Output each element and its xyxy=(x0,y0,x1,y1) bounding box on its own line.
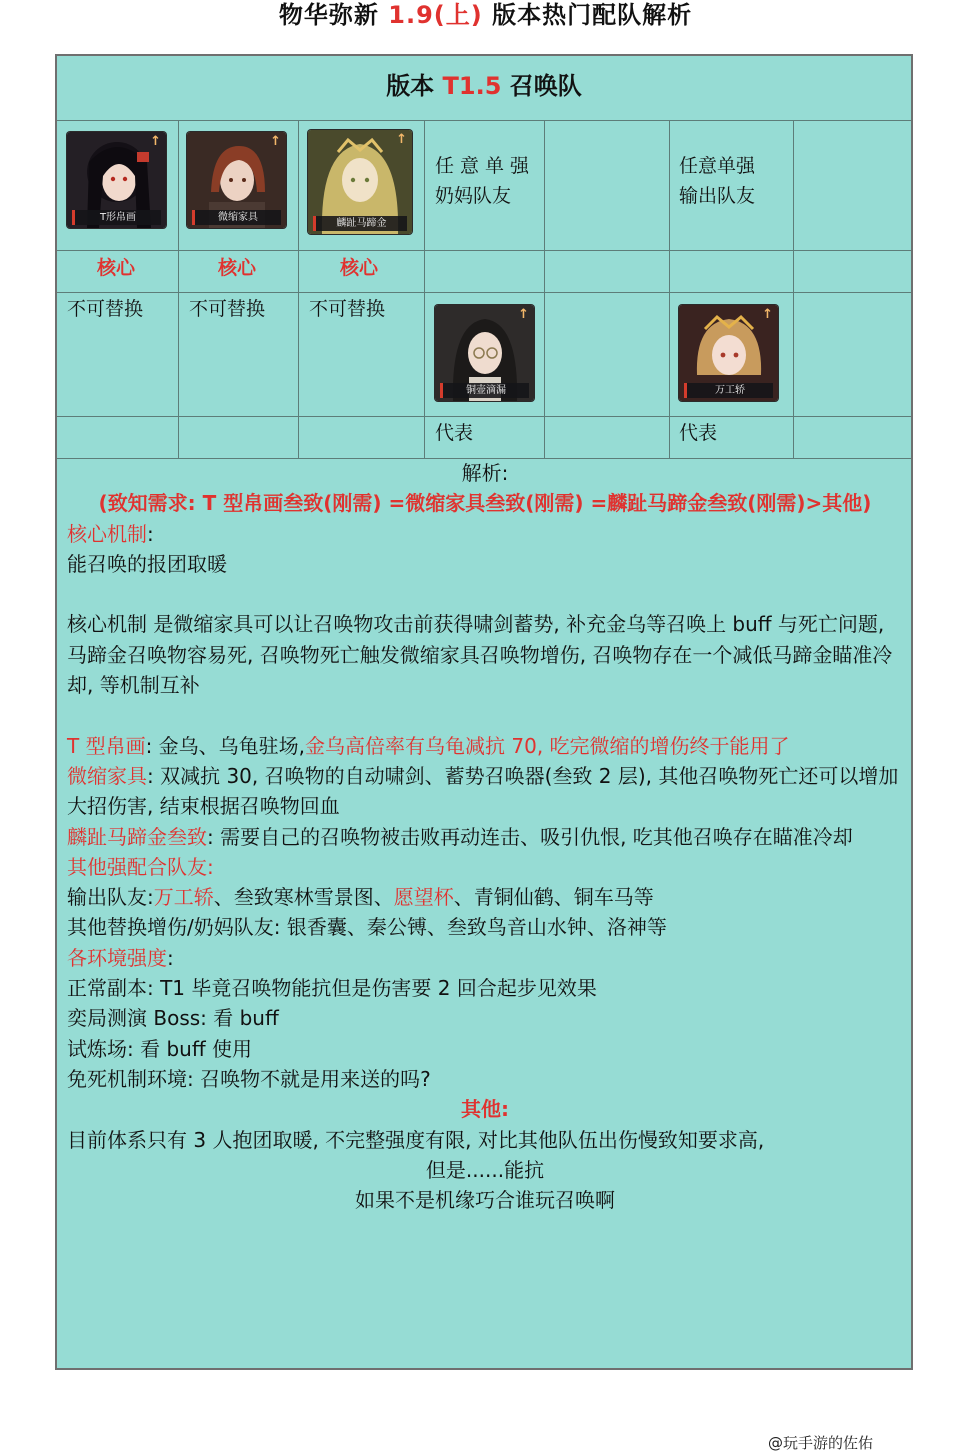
core-mechanism-title xyxy=(67,519,903,549)
character-name: 铜壶滴漏 xyxy=(440,383,529,398)
mechanism-detail: 核心机制 是微缩家具可以让召唤物攻击前获得啸剑蓄势, 补充金乌等召唤上 buff 与死亡问题, 马蹄金召唤物容易死, 召唤物死亡触发微缩家具召唤物增伤, 召唤物存在一个减低马蹄金瞄准冷却, 等机制互补 xyxy=(67,612,893,698)
environment-label: 各环境强度 xyxy=(67,945,167,970)
grid-line xyxy=(424,120,425,458)
portrait-linzhi-matijin-icon xyxy=(308,130,412,234)
representative-label: 代表 xyxy=(435,422,474,444)
team-panel xyxy=(55,54,913,1370)
team-title-suffix: 召唤队 xyxy=(501,72,582,100)
flex-slot-dps-line2: 输出队友 xyxy=(679,185,756,207)
colon: : xyxy=(167,945,174,970)
t-bohua-text: : 金乌、乌龟驻场, xyxy=(145,733,306,758)
grid-line xyxy=(178,120,179,458)
weisuo-text: : 双减抗 30, 召唤物的自动啸剑、蓄势召唤器(叁致 2 层), 其他召唤物死亡还可以增加大招伤害, 结束根据召唤物回血 xyxy=(67,763,899,819)
grid-line xyxy=(544,120,545,458)
core-mechanism-label: 核心机制 xyxy=(67,521,147,546)
analysis-section xyxy=(67,458,903,1215)
colon: : xyxy=(147,521,154,546)
t-bohua-analysis xyxy=(67,731,903,761)
member-role: 核心 xyxy=(218,257,257,279)
character-name: 万工轿 xyxy=(684,383,773,398)
weisuo-label: 微缩家具 xyxy=(67,763,147,788)
environment-line: 免死机制环境: 召唤物不就是用来送的吗? xyxy=(67,1066,431,1091)
flex-slot-healer-line2: 奶妈队友 xyxy=(435,185,512,207)
environment-line: 试炼场: 看 buff 使用 xyxy=(67,1036,252,1061)
grid-line xyxy=(57,250,911,251)
environment-line: 正常副本: T1 毕竟召唤物能抗但是伤害要 2 回合起步见效果 xyxy=(67,976,597,1001)
linzhi-analysis xyxy=(67,822,903,852)
dps-prefix: 输出队友: xyxy=(67,885,154,910)
character-name: T形帛画 xyxy=(72,210,161,225)
other-line: 目前体系只有 3 人抱团取暖, 不完整强度有限, 对比其他队伍出伤慢致知要求高, xyxy=(67,1127,765,1152)
representative-label: 代表 xyxy=(679,422,718,444)
flex-slot-healer-line1: 任意单强 xyxy=(435,155,536,177)
dps-suffix: 、青铜仙鹤、铜车马等 xyxy=(453,885,654,910)
title-suffix: 版本热门配队解析 xyxy=(482,1,693,29)
upgrade-arrow-icon: ↑ xyxy=(150,134,161,149)
upgrade-arrow-icon: ↑ xyxy=(762,307,773,322)
other-teammates-label: 其他强配合队友: xyxy=(67,854,214,879)
support-teammates: 其他替换增伤/奶妈队友: 银香囊、秦公镈、叁致鸟音山水钟、洛神等 xyxy=(67,915,667,940)
upgrade-arrow-icon: ↑ xyxy=(396,132,407,147)
other-line: 如果不是机缘巧合谁玩召唤啊 xyxy=(355,1188,615,1213)
page-title xyxy=(0,0,971,30)
linzhi-label: 麟趾马蹄金叁致 xyxy=(67,824,207,849)
environment-line: 奕局测演 Boss: 看 buff xyxy=(67,1006,279,1031)
grid-line xyxy=(793,120,794,458)
character-name: 微缩家具 xyxy=(192,210,281,225)
analysis-heading: 解析: xyxy=(461,461,509,485)
dps-mid: 、叁致寒林雪景图、 xyxy=(213,885,394,910)
t-bohua-label: T 型帛画 xyxy=(67,733,146,758)
linzhi-text: : 需要自己的召唤物被击败再动连击、吸引仇恨, 吃其他召唤存在瞄准冷却 xyxy=(207,824,853,849)
other-line: 但是......能抗 xyxy=(425,1157,545,1182)
grid-line xyxy=(57,416,911,417)
portrait-t-bohua-icon xyxy=(67,132,166,228)
title-version: 1.9(上) xyxy=(388,1,483,29)
grid-line xyxy=(298,120,299,458)
team-tier: T1.5 xyxy=(442,72,502,100)
other-heading: 其他: xyxy=(461,1097,509,1122)
character-name: 麟趾马蹄金 xyxy=(313,216,407,231)
portrait-tonghu-dilou-icon xyxy=(435,305,534,401)
member-note: 不可替换 xyxy=(67,298,144,320)
grid-line xyxy=(57,120,911,121)
team-title xyxy=(57,56,911,120)
upgrade-arrow-icon: ↑ xyxy=(518,307,529,322)
watermark: @玩手游的佐佑 xyxy=(767,1434,873,1452)
t-bohua-highlight: 金乌高倍率有乌龟减抗 70, 吃完微缩的增伤终于能用了 xyxy=(305,733,790,758)
member-note: 不可替换 xyxy=(189,298,266,320)
dps-highlight-2: 愿望杯 xyxy=(393,885,454,910)
environment-title xyxy=(67,943,903,973)
flex-slot-dps-line1: 任意单强 xyxy=(679,155,756,177)
member-role: 核心 xyxy=(97,257,136,279)
upgrade-arrow-icon: ↑ xyxy=(270,134,281,149)
dps-teammates xyxy=(67,882,903,912)
grid-line xyxy=(57,292,911,293)
title-prefix: 物华弥新 xyxy=(278,1,389,29)
member-note: 不可替换 xyxy=(309,298,386,320)
grid-line xyxy=(669,120,670,458)
core-mechanism-text: 能召唤的报团取暖 xyxy=(67,551,227,576)
member-role: 核心 xyxy=(340,257,379,279)
portrait-weisuo-jiaju-icon xyxy=(187,132,286,228)
requirement-text: (致知需求: T 型帛画叁致(刚需) =微缩家具叁致(刚需) =麟趾马蹄金叁致(刚需)>其他) xyxy=(98,491,872,516)
dps-highlight-1: 万工轿 xyxy=(153,885,214,910)
team-title-prefix: 版本 xyxy=(386,72,443,100)
weisuo-analysis xyxy=(67,761,903,822)
portrait-wangong-jiao-icon xyxy=(679,305,778,401)
